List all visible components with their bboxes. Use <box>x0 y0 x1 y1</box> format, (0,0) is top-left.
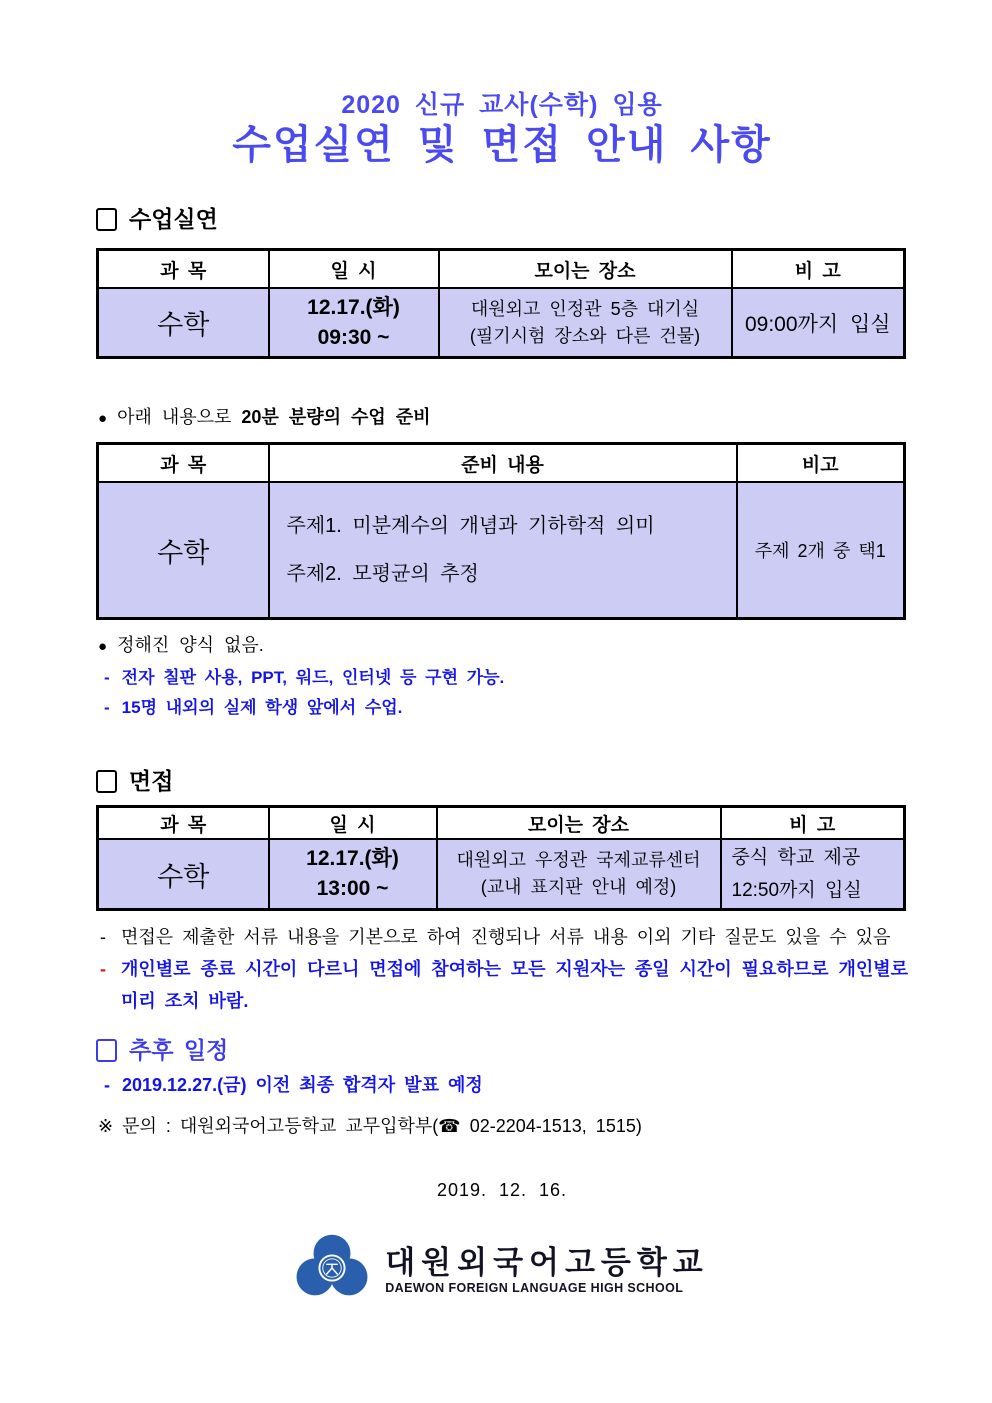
prep-bullet-prefix: 아래 내용으로 <box>117 407 232 428</box>
demo-note-blue-1 <box>104 666 908 690</box>
table-row <box>98 482 905 619</box>
schedule-note-blue <box>104 1073 908 1097</box>
cell-note: 09:00까지 입실 <box>732 288 905 358</box>
filled-circle-bullet-icon: ● <box>98 638 108 656</box>
topic-2: 주제2. 모평균의 추정 <box>286 563 479 585</box>
dash-marker: - <box>104 668 110 688</box>
dash-marker: - <box>104 1075 110 1096</box>
demo-note-blue-2-text: 15명 내외의 실제 학생 앞에서 수업. <box>121 698 403 718</box>
prep-bullet-text <box>117 405 431 429</box>
cell-topics <box>269 482 737 619</box>
demo-note-blue-1-text: 전자 칠판 사용, PPT, 워드, 인터넷 등 구현 가능. <box>121 668 505 688</box>
cell-subject: 수학 <box>98 839 269 910</box>
prep-bullet-line <box>96 405 908 431</box>
col-header-subject: 과 목 <box>98 444 269 482</box>
place-line1: 대원외고 인정관 5층 대기실 <box>470 298 700 319</box>
cell-datetime <box>269 839 437 910</box>
note-line1: 중식 학교 제공 <box>731 847 861 868</box>
col-header-subject: 과 목 <box>98 250 269 288</box>
demo-note-blue-2 <box>104 696 908 720</box>
prep-content-table <box>96 442 906 620</box>
col-header-datetime: 일 시 <box>269 807 437 839</box>
col-header-subject: 과 목 <box>98 807 269 839</box>
table-header-row <box>98 250 905 288</box>
cell-place <box>437 839 721 910</box>
col-header-datetime: 일 시 <box>269 250 439 288</box>
school-name-block <box>385 1246 709 1296</box>
interview-note-blue-text: 개인별로 종료 시간이 다르니 면접에 참여하는 모든 지원자는 종일 시간이 필요하므로 개인별로 미리 조치 바람. <box>121 959 908 1012</box>
col-header-place: 모이는 장소 <box>439 250 732 288</box>
datetime-line1: 12.17.(화) <box>307 295 400 319</box>
contact-line: ※ 문의 : 대원외국어고등학교 교무입학부(☎ 02-2204-1513, 1515) <box>98 1116 642 1137</box>
school-name-korean: 대원외국어고등학교 <box>385 1244 709 1280</box>
format-bullet-line <box>96 633 908 659</box>
cell-datetime <box>269 288 439 358</box>
place-line2: (필기시험 장소와 다른 건물) <box>469 325 701 346</box>
section-heading-interview-label: 면접 <box>129 768 174 795</box>
table-header-row <box>98 444 905 482</box>
school-emblem-icon <box>295 1234 369 1307</box>
demo-schedule-table <box>96 248 906 359</box>
cell-place <box>439 288 732 358</box>
section-heading-demo-label: 수업실연 <box>129 206 218 233</box>
checkbox-square-icon <box>96 208 117 231</box>
dash-marker: - <box>100 927 106 948</box>
note-line2: 12:50까지 입실 <box>731 880 862 901</box>
document-subtitle: 2020 신규 교사(수학) 임용 <box>341 91 663 119</box>
place-line1: 대원외고 우정관 국제교류센터 <box>456 850 701 870</box>
section-heading-demo <box>96 205 908 233</box>
school-name-english: DAEWON FOREIGN LANGUAGE HIGH SCHOOL <box>385 1280 684 1295</box>
col-header-content: 준비 내용 <box>269 444 737 482</box>
format-bullet-text: 정해진 양식 없음. <box>117 635 264 656</box>
datetime-line2: 13:00 ~ <box>316 877 389 900</box>
cell-note <box>721 839 905 910</box>
interview-note-black <box>100 921 908 953</box>
filled-circle-bullet-icon: ● <box>98 410 108 428</box>
section-heading-interview <box>96 767 908 795</box>
place-line2: (교내 표지판 안내 예정) <box>480 877 677 897</box>
cell-subject: 수학 <box>98 482 269 619</box>
table-row <box>98 288 905 358</box>
datetime-line1: 12.17.(화) <box>306 847 399 870</box>
col-header-note: 비 고 <box>732 250 905 288</box>
section-heading-schedule <box>96 1036 908 1064</box>
document-date: 2019. 12. 16. <box>436 1180 568 1201</box>
schedule-note-blue-text: 2019.12.27.(금) 이전 최종 합격자 발표 예정 <box>122 1075 483 1096</box>
cell-note: 주제 2개 중 택1 <box>737 482 905 619</box>
col-header-note: 비 고 <box>721 807 905 839</box>
interview-note-black-text: 면접은 제출한 서류 내용을 기본으로 하여 진행되나 서류 내용 이외 기타 질문도 있을 수 있음 <box>121 927 891 948</box>
table-row <box>98 839 905 910</box>
section-heading-schedule-label: 추후 일정 <box>129 1037 229 1064</box>
interview-note-blue <box>100 953 908 1017</box>
dash-marker: - <box>104 698 110 718</box>
col-header-note: 비고 <box>737 444 905 482</box>
prep-bullet-bold: 20분 분량의 수업 준비 <box>241 407 431 428</box>
table-header-row <box>98 807 905 839</box>
school-logo <box>96 1234 908 1307</box>
red-dash-marker: - <box>100 959 106 980</box>
document-title: 수업실연 및 면접 안내 사항 <box>232 123 772 168</box>
checkbox-square-icon <box>96 1039 117 1062</box>
col-header-place: 모이는 장소 <box>437 807 721 839</box>
cell-subject: 수학 <box>98 288 269 358</box>
datetime-line2: 09:30 ~ <box>317 325 390 349</box>
interview-schedule-table <box>96 805 906 911</box>
checkbox-square-icon <box>96 770 117 793</box>
topic-1: 주제1. 미분계수의 개념과 기하학적 의미 <box>286 515 655 537</box>
